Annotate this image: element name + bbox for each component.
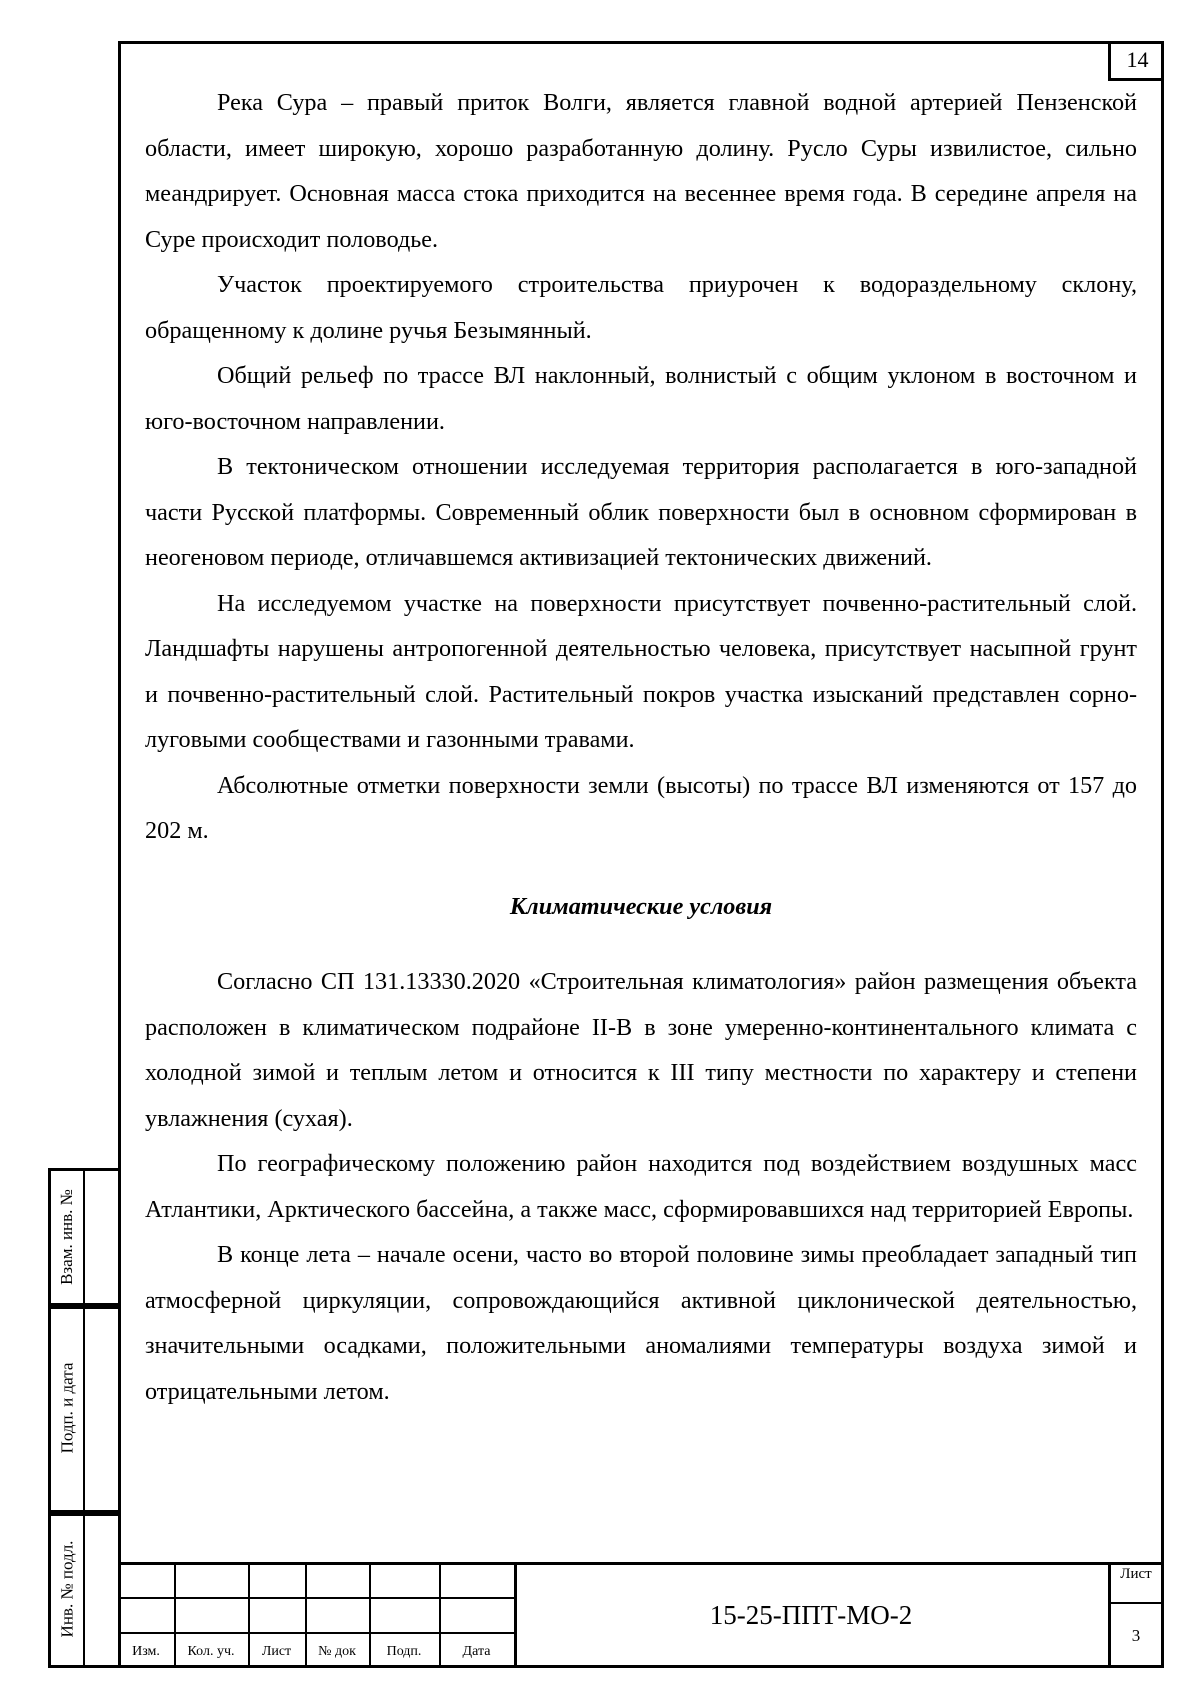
header-kol-uch: Кол. уч. xyxy=(187,1644,235,1659)
document-code: 15-25-ППТ-МО-2 xyxy=(709,1599,913,1630)
paragraph: Согласно СП 131.13330.2020 «Строительная климатология» район размещения объекта расположен в климатическом подрайоне II-В в зоне умеренно-континентального климата с холодной зимой и теплым летом и относится к III типу местности по характеру и степени увлажнения (сухая). xyxy=(145,968,1137,1132)
paragraph: Абсолютные отметки поверхности земли (высоты) по трассе ВЛ изменяются от 157 до 202 м. xyxy=(145,771,1137,844)
paragraph: Река Сура – правый приток Волги, является главной водной артерией Пензенской области, имеет широкую, хорошо разработанную долину. Русло Суры извилистое, сильно меандрирует. Основная масса стока приходится на весеннее время года. В середине апреля на Суре происходит половодье. xyxy=(145,89,1137,253)
header-izm: Изм. xyxy=(132,1644,160,1659)
paragraph: Участок проектируемого строительства приурочен к водораздельному склону, обращенному к долине ручья Безымянный. xyxy=(145,271,1137,344)
sidebar-divider xyxy=(48,1513,118,1516)
sidebar-vzam-box xyxy=(48,1168,118,1306)
paragraph: В конце лета – начале осени, часто во второй половине зимы преобладает западный тип атмосферной циркуляции, сопровождающийся активной циклонической деятельностью, значительными осадками, положительными аномалиями температуры воздуха зимой и отрицательными летом. xyxy=(145,1241,1137,1405)
header-data: Дата xyxy=(462,1644,491,1659)
document-body xyxy=(145,80,1137,1414)
header-podp: Подп. xyxy=(386,1644,422,1659)
paragraph: По географическому положению район находится под воздействием воздушных масс Атлантики, Арктического бассейна, а также масс, сформировавшихся над территорией Европы. xyxy=(145,1150,1137,1223)
sidebar-divider xyxy=(48,1306,118,1309)
sidebar-inv-box xyxy=(48,1513,118,1668)
sidebar-inv-label: Инв. № подл. xyxy=(57,1540,76,1638)
sidebar-podp-label: Подп. и дата xyxy=(57,1362,77,1454)
title-block xyxy=(118,1562,1164,1668)
header-list: Лист xyxy=(261,1644,292,1659)
sidebar-podp-box xyxy=(48,1306,118,1513)
sheet-label: Лист xyxy=(1120,1566,1152,1582)
header-nom-dok: № док xyxy=(318,1644,356,1659)
sheet-number: 3 xyxy=(1131,1626,1141,1645)
paragraph: Общий рельеф по трассе ВЛ наклонный, волнистый с общим уклоном в восточном и юго-восточном направлении. xyxy=(145,362,1137,435)
paragraph: На исследуемом участке на поверхности присутствует почвенно-растительный слой. Ландшафты нарушены антропогенной деятельностью человека, присутствует насыпной грунт и почвенно-растительный слой. Растительный покров участка изысканий представлен сорно-луговыми сообществами и газонными травами. xyxy=(145,589,1137,753)
section-heading: Климатические условия xyxy=(509,892,773,920)
sidebar-vzam-label: Взам. инв. № xyxy=(57,1189,76,1285)
paragraph: В тектоническом отношении исследуемая территория располагается в юго-западной части Русской платформы. Современный облик поверхности был в основном сформирован в неогеновом периоде, отличавшемся активизацией тектонических движений. xyxy=(145,453,1137,571)
page-number: 14 xyxy=(1108,41,1164,81)
